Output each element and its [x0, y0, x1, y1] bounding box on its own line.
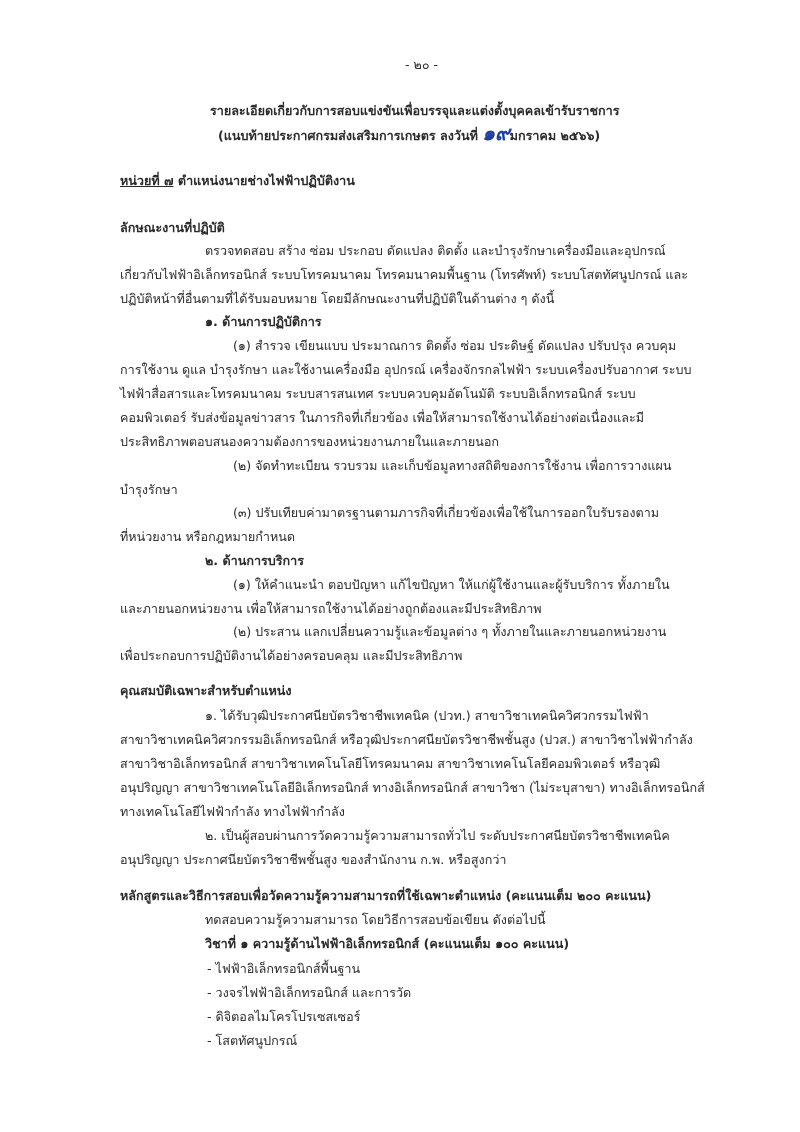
body-line: บำรุงรักษา: [120, 482, 178, 497]
body-line: ๑. ได้รับวุฒิประกาศนียบัตรวิชาชีพเทคนิค (ปวท.) สาขาวิชาเทคนิควิศวกรรมไฟฟ้า: [205, 708, 649, 723]
body-line: (๑) สำรวจ เขียนแบบ ประมาณการ ติดตั้ง ซ่อม ประดิษฐ์ ดัดแปลง ปรับปรุง ควบคุม: [233, 338, 677, 353]
document-title: รายละเอียดเกี่ยวกับการสอบแข่งขันเพื่อบรรจุและแต่งตั้งบุคคลเข้ารับราชการ: [210, 103, 620, 118]
body-line: สาขาวิชาเทคนิควิศวกรรมอิเล็กทรอนิกส์ หรือวุฒิประกาศนียบัตรวิชาชีพชั้นสูง (ปวส.) สาขาวิชาไฟฟ้ากำลัง: [120, 732, 693, 747]
topic-item: - ดิจิตอลไมโครโปรเซสเซอร์: [207, 1009, 361, 1024]
body-line: (๒) ประสาน แลกเปลี่ยนความรู้และข้อมูลต่าง ๆ ทั้งภายในและภายนอกหน่วยงาน: [233, 624, 667, 639]
body-line: ทดสอบความรู้ความสามารถ โดยวิธีการสอบข้อเขียน ดังต่อไปนี้: [205, 912, 546, 927]
body-line: เพื่อประกอบการปฏิบัติงานได้อย่างครอบคลุม และมีประสิทธิภาพ: [120, 648, 463, 663]
operations-heading: ๑. ด้านการปฏิบัติการ: [205, 314, 322, 329]
document-subtitle: [218, 121, 601, 145]
body-line: ตรวจทดสอบ สร้าง ซ่อม ประกอบ ดัดแปลง ติดตั้ง และบำรุงรักษาเครื่องมือและอุปกรณ์: [205, 243, 666, 258]
body-line: (๒) จัดทำทะเบียน รวบรวม และเก็บข้อมูลทางสถิติของการใช้งาน เพื่อการวางแผน: [233, 458, 672, 473]
body-line: อนุปริญญา ประกาศนียบัตรวิชาชีพชั้นสูง ของสำนักงาน ก.พ. หรือสูงกว่า: [120, 852, 507, 867]
topic-item: - วงจรไฟฟ้าอิเล็กทรอนิกส์ และการวัด: [207, 985, 412, 1000]
services-heading: ๒. ด้านการบริการ: [205, 553, 305, 568]
body-line: คอมพิวเตอร์ รับส่งข้อมูลข่าวสาร ในภารกิจที่เกี่ยวข้อง เพื่อให้สามารถใช้งานได้อย่างต่อเนื่องและมี: [120, 410, 645, 425]
topic-item: - โสตทัศนูปกรณ์: [207, 1033, 298, 1048]
body-line: ปฏิบัติหน้าที่อื่นตามที่ได้รับมอบหมาย โดยมีลักษณะงานที่ปฏิบัติในด้านต่าง ๆ ดังนี้: [120, 291, 555, 306]
body-line: การใช้งาน ดูแล บำรุงรักษา และใช้งานเครื่องมือ อุปกรณ์ เครื่องจักรกลไฟฟ้า ระบบเครื่องปรับอากาศ ระบบ: [120, 362, 692, 377]
subtitle-suffix: มกราคม ๒๕๖๖): [509, 128, 601, 143]
body-line: (๑) ให้คำแนะนำ ตอบปัญหา แก้ไขปัญหา ให้แก่ผู้ใช้งานและผู้รับบริการ ทั้งภายใน: [233, 577, 670, 592]
curriculum-heading: หลักสูตรและวิธีการสอบเพื่อวัดความรู้ความสามารถที่ใช้เฉพาะตำแหน่ง (คะแนนเต็ม ๒๐๐ คะแนน): [120, 888, 652, 903]
qualifications-heading: คุณสมบัติเฉพาะสำหรับตำแหน่ง: [120, 683, 292, 698]
body-line: ทางเทคโนโลยีไฟฟ้ากำลัง ทางไฟฟ้ากำลัง: [120, 804, 345, 819]
job-nature-heading: ลักษณะงานที่ปฏิบัติ: [120, 220, 225, 235]
body-line: อนุปริญญา สาขาวิชาเทคโนโลยีอิเล็กทรอนิกส์ ทางอิเล็กทรอนิกส์ สาขาวิชา (ไม่ระบุสาขา) ทางอิเล็กทรอนิกส์: [120, 780, 705, 795]
unit-heading: [120, 172, 355, 190]
body-line: สาขาวิชาอิเล็กทรอนิกส์ สาขาวิชาเทคโนโลยีโทรคมนาคม สาขาวิชาเทคโนโลยีคอมพิวเตอร์ หรือวุฒิ: [120, 756, 661, 771]
body-line: ประสิทธิภาพตอบสนองความต้องการของหน่วยงานภายในและภายนอก: [120, 434, 500, 449]
subtitle-prefix: (แนบท้ายประกาศกรมส่งเสริมการเกษตร ลงวันที่: [218, 128, 478, 143]
subject-1-title: วิชาที่ ๑ ความรู้ด้านไฟฟ้าอิเล็กทรอนิกส์ (คะแนนเต็ม ๑๐๐ คะแนน): [205, 936, 570, 951]
body-line: ที่หน่วยงาน หรือกฎหมายกำหนด: [120, 529, 296, 544]
page-number: - ๒๐ -: [405, 57, 439, 72]
handwritten-day: ๑๙: [482, 121, 510, 145]
body-line: เกี่ยวกับไฟฟ้าอิเล็กทรอนิกส์ ระบบโทรคมนาคม โทรคมนาคมพื้นฐาน (โทรศัพท์) ระบบโสตทัศนูปกรณ์ และ: [120, 267, 688, 282]
body-line: ไฟฟ้าสื่อสารและโทรคมนาคม ระบบสารสนเทศ ระบบควบคุมอัตโนมัติ ระบบอิเล็กทรอนิกส์ ระบบ: [120, 386, 636, 401]
topic-item: - ไฟฟ้าอิเล็กทรอนิกส์พื้นฐาน: [207, 961, 361, 976]
unit-position: ตำแหน่งนายช่างไฟฟ้าปฏิบัติงาน: [177, 173, 355, 188]
unit-label: หน่วยที่ ๗: [120, 173, 174, 188]
body-line: ๒. เป็นผู้สอบผ่านการวัดความรู้ความสามารถทั่วไป ระดับประกาศนียบัตรวิชาชีพเทคนิค: [205, 828, 670, 843]
body-line: (๓) ปรับเทียบค่ามาตรฐานตามภารกิจที่เกี่ยวข้องเพื่อใช้ในการออกใบรับรองตาม: [233, 505, 660, 520]
body-line: และภายนอกหน่วยงาน เพื่อให้สามารถใช้งานได้อย่างถูกต้องและมีประสิทธิภาพ: [120, 601, 542, 616]
